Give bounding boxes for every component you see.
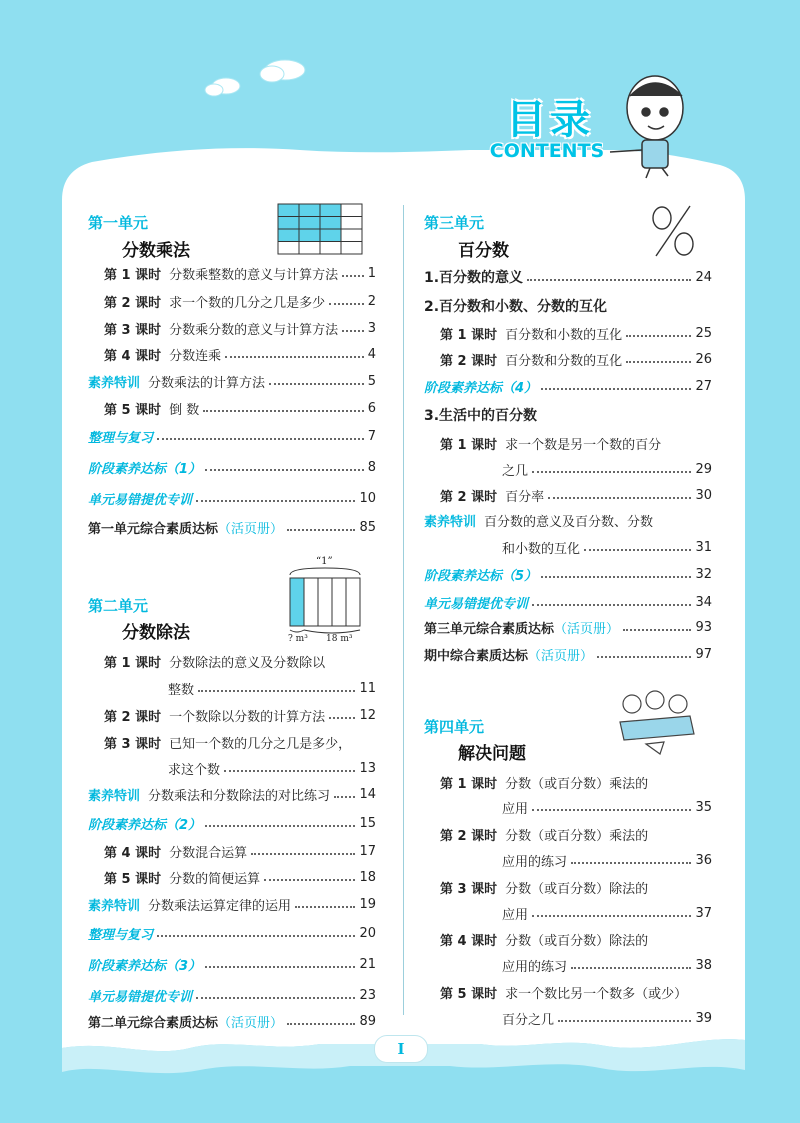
toc-row[interactable] [88,425,376,447]
toc-page-number: 21 [359,956,376,972]
toc-row[interactable] [88,922,376,944]
toc-page-number: 8 [367,459,376,475]
toc-row[interactable] [88,456,376,478]
unit1-title: 分数乘法 [122,241,190,261]
toc-entry-text: 应用 [502,801,529,817]
toc-bold-title: 第一单元综合素质达标 [88,521,219,537]
toc-leader-dots [623,629,691,631]
toc-row[interactable] [104,262,376,284]
toc-entry-text: 分数乘分数的意义与计算方法 [169,322,339,338]
toc-page-number: 85 [359,519,376,535]
toc-leader-dots [626,361,691,363]
toc-lesson-number: 第 2 课时 [104,709,162,725]
toc-entry-text: 应用的练习 [502,854,568,870]
toc-row[interactable] [440,432,712,454]
toc-lesson-number: 第 5 课时 [104,402,162,418]
unit2-title: 分数除法 [122,623,190,643]
toc-lesson-number: 第 1 课时 [440,776,498,792]
unit3-title: 百分数 [458,241,509,261]
toc-leader-dots [541,388,691,390]
toc-entry-text: 百分率 [505,489,545,505]
toc-leader-dots [626,335,691,337]
toc-entry-text: 百分数和分数的互化 [505,353,623,369]
toc-page-number: 17 [359,843,376,859]
toc-entry-text: 分数乘法运算定律的运用 [148,898,292,914]
toc-leader-dots [251,853,355,855]
toc-row[interactable] [104,343,376,365]
toc-page-number: 29 [695,461,712,477]
toc-entry-text: 和小数的互化 [502,541,581,557]
toc-page-number: 35 [695,799,712,815]
toc-row[interactable] [168,677,376,699]
toc-lesson-number: 第 3 课时 [104,322,162,338]
toc-entry-text: 百分数和小数的互化 [505,327,623,343]
toc-lesson-number: 第 1 课时 [104,655,162,671]
toc-page-number: 1 [367,265,376,281]
toc-page-number: 2 [367,293,376,309]
toc-row[interactable] [88,953,376,975]
toc-page-number: 37 [695,905,712,921]
toc-leader-dots [342,275,364,277]
toc-row[interactable] [88,893,376,915]
toc-lesson-number: 第 2 课时 [440,828,498,844]
toc-row[interactable] [502,849,712,871]
toc-accent-note: （活页册） [218,521,284,537]
toc-row[interactable] [440,981,712,1003]
toc-page-number: 38 [695,957,712,973]
toc-page-number: 18 [359,869,376,885]
toc-special-title: 阶段素养达标（3） [88,958,202,974]
toc-bold-title: 第三单元综合素质达标 [424,621,555,637]
toc-page-number: 20 [359,925,376,941]
toc-bold-title: 第二单元综合素质达标 [88,1015,219,1031]
unit2-figure-label-right: 18 m³ [326,634,353,644]
toc-page-number: 12 [359,707,376,723]
unit2-figure-label-left: ? m³ [288,634,308,644]
toc-lesson-number: 第 2 课时 [104,295,162,311]
unit1-grid-figure [278,204,362,254]
toc-page-number: 89 [359,1013,376,1029]
toc-leader-dots [597,656,691,658]
unit2-bar-figure [290,568,360,633]
unit1-label: 第一单元 [88,214,149,232]
toc-page-number: 19 [359,896,376,912]
toc-leader-dots [157,935,355,937]
toc-page-number: 23 [359,987,376,1003]
toc-lesson-number: 第 4 课时 [440,933,498,949]
toc-row[interactable] [424,509,712,531]
toc-page-number: 6 [367,400,376,416]
toc-row[interactable] [502,1007,712,1029]
toc-leader-dots [329,717,355,719]
toc-special-tag: 素养特训 [424,514,477,530]
toc-entry-text: 分数除法的意义及分数除以 [169,655,326,671]
toc-entry-text: 应用的练习 [502,959,568,975]
toc-row[interactable] [502,796,712,818]
toc-leader-dots [527,279,691,281]
toc-entry-text: 求这个数 [168,762,221,778]
toc-leader-dots [571,967,691,969]
toc-row[interactable] [104,866,376,888]
toc-special-title: 阶段素养达标（5） [424,568,538,584]
toc-row[interactable] [424,375,712,397]
toc-row[interactable] [104,317,376,339]
toc-row[interactable] [88,1010,376,1032]
toc-leader-dots [198,690,355,692]
unit4-title: 解决问题 [458,744,526,764]
toc-leader-dots [548,497,691,499]
toc-row[interactable] [104,704,376,726]
toc-leader-dots [295,906,355,908]
unit4-label: 第四单元 [424,718,485,736]
toc-row[interactable] [88,516,376,538]
toc-row[interactable] [424,563,712,585]
toc-row[interactable] [502,458,712,480]
toc-lesson-number: 第 3 课时 [440,881,498,897]
toc-entry-text: 百分之几 [502,1012,555,1028]
toc-special-title: 整理与复习 [88,430,154,446]
toc-leader-dots [225,356,364,358]
toc-leader-dots [157,438,364,440]
toc-leader-dots [269,383,364,385]
toc-entry-text: 分数的简便运算 [169,871,261,887]
toc-page-number: 97 [695,646,712,662]
toc-row[interactable] [440,348,712,370]
toc-row[interactable] [502,954,712,976]
toc-row[interactable] [104,397,376,419]
toc-entry-text: 分数（或百分数）除法的 [505,881,649,897]
toc-entry-text: 分数（或百分数）乘法的 [505,828,649,844]
toc-row[interactable] [104,290,376,312]
toc-leader-dots [329,303,364,305]
toc-row[interactable] [440,771,712,793]
toc-entry-text: 之几 [502,463,529,479]
toc-section-title: 2.百分数和小数、分数的互化 [424,299,608,315]
toc-special-title: 单元易错提优专训 [424,596,529,612]
toc-row[interactable] [502,902,712,924]
toc-entry-text: 整数 [168,682,195,698]
toc-row[interactable] [88,812,376,834]
toc-leader-dots [541,576,691,578]
toc-special-tag: 素养特训 [88,375,141,391]
toc-accent-note: （活页册） [218,1015,284,1031]
toc-lesson-number: 第 1 课时 [104,267,162,283]
toc-row[interactable] [88,783,376,805]
toc-entry-text: 百分数的意义及百分数、分数 [484,514,654,530]
toc-special-title: 单元易错提优专训 [88,492,193,508]
toc-leader-dots [584,549,691,551]
toc-row[interactable] [424,404,712,426]
toc-page-number: 13 [359,760,376,776]
toc-page-number: 25 [695,325,712,341]
toc-page-number: 4 [367,346,376,362]
toc-lesson-number: 第 4 课时 [104,845,162,861]
toc-special-title: 阶段素养达标（4） [424,380,538,396]
toc-entry-text: 分数连乘 [169,348,222,364]
toc-page-number: 10 [359,490,376,506]
toc-leader-dots [196,997,355,999]
toc-entry-text: 分数乘法和分数除法的对比练习 [148,788,331,804]
toc-page-number: 26 [695,351,712,367]
toc-row[interactable] [424,266,712,288]
toc-entry-text: 分数（或百分数）除法的 [505,933,649,949]
toc-lesson-number: 第 1 课时 [440,327,498,343]
toc-page-number: 24 [695,269,712,285]
toc-leader-dots [205,966,355,968]
toc-entry-text: 分数乘法的计算方法 [148,375,266,391]
toc-row[interactable] [440,928,712,950]
toc-entry-text: 分数（或百分数）乘法的 [505,776,649,792]
toc-page-number: 7 [367,428,376,444]
toc-leader-dots [203,410,363,412]
toc-row[interactable] [502,536,712,558]
toc-page-number: 5 [367,373,376,389]
toc-special-title: 单元易错提优专训 [88,989,193,1005]
toc-special-tag: 素养特训 [88,898,141,914]
toc-lesson-number: 第 1 课时 [440,437,498,453]
unit3-label: 第三单元 [424,214,485,232]
toc-leader-dots [287,1023,355,1025]
toc-leader-dots [532,471,691,473]
toc-page-number: 93 [695,619,712,635]
toc-leader-dots [342,330,364,332]
toc-leader-dots [196,500,355,502]
toc-leader-dots [532,604,691,606]
toc-entry-text: 倒 数 [169,402,200,418]
toc-leader-dots [532,915,691,917]
toc-special-title: 整理与复习 [88,927,154,943]
toc-entry-text: 分数乘整数的意义与计算方法 [169,267,339,283]
toc-special-title: 阶段素养达标（2） [88,817,202,833]
toc-row[interactable] [168,757,376,779]
toc-page-number: 14 [359,786,376,802]
page-number: I [374,1035,428,1063]
toc-entry-text: 求一个数比另一个数多（或少） [505,986,688,1002]
toc-row[interactable] [88,984,376,1006]
page-title: 目录 [506,97,594,143]
toc-special-title: 阶段素养达标（1） [88,461,202,477]
toc-leader-dots [571,862,691,864]
toc-row[interactable] [88,487,376,509]
toc-leader-dots [224,770,355,772]
page-subtitle: CONTENTS [489,140,605,162]
toc-page-number: 30 [695,487,712,503]
toc-leader-dots [287,529,355,531]
unit2-label: 第二单元 [88,597,149,615]
toc-row[interactable] [88,370,376,392]
toc-lesson-number: 第 5 课时 [440,986,498,1002]
toc-page-number: 39 [695,1010,712,1026]
toc-row[interactable] [424,591,712,613]
toc-entry-text: 求一个数的几分之几是多少 [169,295,326,311]
toc-entry-text: 求一个数是另一个数的百分 [505,437,662,453]
toc-leader-dots [205,825,355,827]
toc-row[interactable] [104,731,376,753]
toc-row[interactable] [424,643,712,665]
toc-special-tag: 素养特训 [88,788,141,804]
toc-page-number: 27 [695,378,712,394]
unit2-figure-label-top: “1” [316,556,333,567]
toc-row[interactable] [424,295,712,317]
toc-row[interactable] [440,322,712,344]
column-divider [403,205,404,1015]
toc-leader-dots [334,796,355,798]
toc-row[interactable] [104,840,376,862]
toc-row[interactable] [104,650,376,672]
toc-page-number: 34 [695,594,712,610]
toc-page-number: 15 [359,815,376,831]
toc-section-title: 1.百分数的意义 [424,270,524,286]
toc-lesson-number: 第 2 课时 [440,353,498,369]
toc-leader-dots [558,1020,691,1022]
toc-lesson-number: 第 5 课时 [104,871,162,887]
toc-bold-title: 期中综合素质达标 [424,648,529,664]
toc-page-number: 3 [367,320,376,336]
toc-entry-text: 已知一个数的几分之几是多少， [169,736,352,752]
toc-accent-note: （活页册） [528,648,594,664]
toc-page-number: 36 [695,852,712,868]
toc-section-title: 3.生活中的百分数 [424,408,538,424]
toc-page-number: 11 [359,680,376,696]
toc-leader-dots [205,469,364,471]
toc-row[interactable] [424,616,712,638]
toc-lesson-number: 第 4 课时 [104,348,162,364]
toc-row[interactable] [440,876,712,898]
toc-lesson-number: 第 2 课时 [440,489,498,505]
toc-entry-text: 一个数除以分数的计算方法 [169,709,326,725]
toc-row[interactable] [440,823,712,845]
toc-leader-dots [264,879,355,881]
toc-leader-dots [532,809,691,811]
toc-entry-text: 分数混合运算 [169,845,248,861]
toc-page-number: 31 [695,539,712,555]
toc-accent-note: （活页册） [554,621,620,637]
toc-row[interactable] [440,484,712,506]
toc-page-number: 32 [695,566,712,582]
toc-lesson-number: 第 3 课时 [104,736,162,752]
toc-entry-text: 应用 [502,907,529,923]
